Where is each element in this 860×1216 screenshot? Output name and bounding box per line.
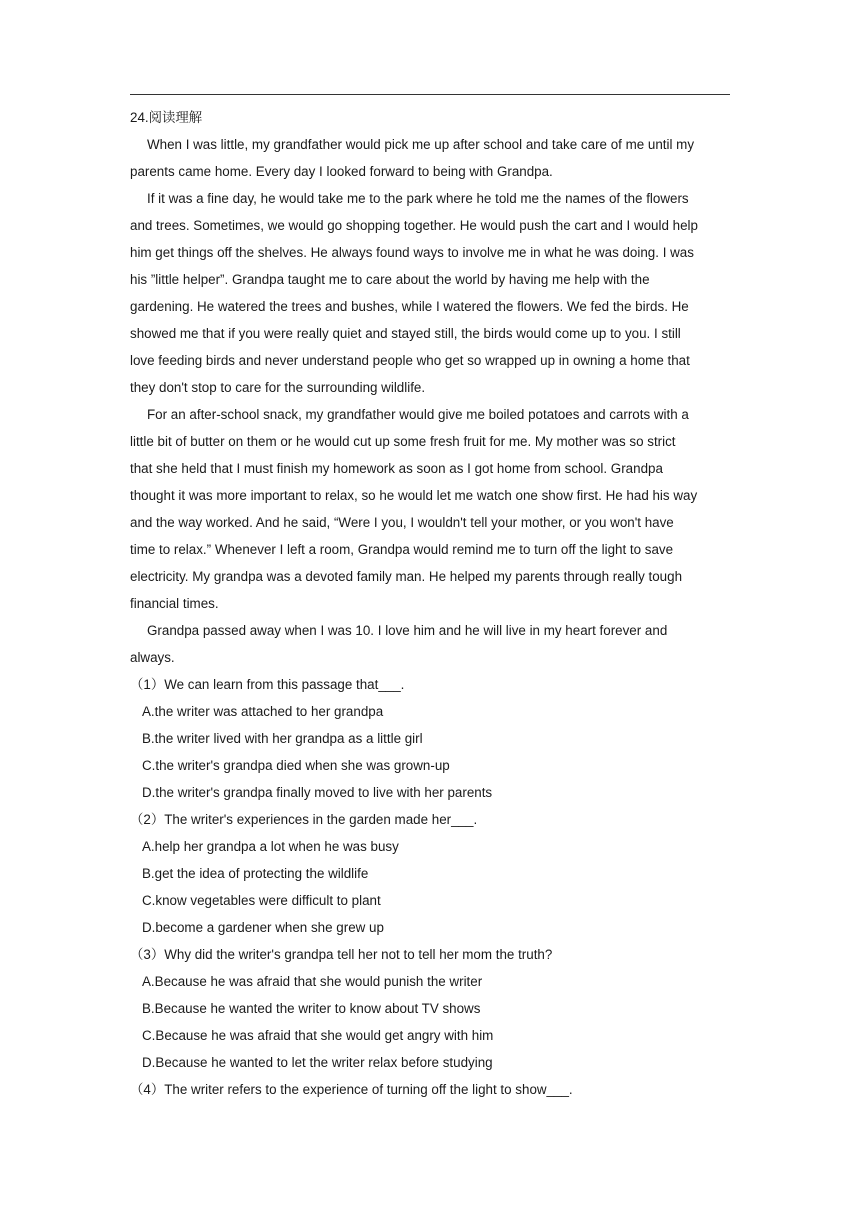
- question-stem: （2）The writer's experiences in the garden made her___.: [130, 812, 478, 827]
- passage-line: and trees. Sometimes, we would go shopping together. He would push the cart and I would help: [130, 218, 698, 233]
- passage-line: love feeding birds and never understand people who get so wrapped up in owning a home that: [130, 353, 690, 368]
- question-item: [130, 1076, 730, 1103]
- passage-line: thought it was more important to relax, so he would let me watch one show first. He had his way: [130, 488, 698, 503]
- passage-line: little bit of butter on them or he would cut up some fresh fruit for me. My mother was so strict: [130, 434, 676, 449]
- document-body: [130, 104, 730, 1103]
- answer-option: C.the writer's grandpa died when she was grown-up: [142, 758, 450, 773]
- question-stem: （1）We can learn from this passage that___.: [130, 677, 405, 692]
- passage-line: him get things off the shelves. He always found ways to involve me in what he was doing. I was: [130, 245, 694, 260]
- reading-passage: [130, 131, 730, 671]
- answer-option: C.Because he was afraid that she would get angry with him: [142, 1028, 494, 1043]
- question-stem: （4）The writer refers to the experience of turning off the light to show___.: [130, 1082, 573, 1097]
- answer-option: B.get the idea of protecting the wildlife: [142, 866, 369, 881]
- answer-option: B.the writer lived with her grandpa as a little girl: [142, 731, 423, 746]
- question-item: [130, 671, 730, 806]
- passage-line: financial times.: [130, 596, 219, 611]
- question-header: 24.阅读理解: [130, 110, 203, 125]
- answer-option: B.Because he wanted the writer to know about TV shows: [142, 1001, 481, 1016]
- passage-line: that she held that I must finish my homework as soon as I got home from school. Grandpa: [130, 461, 663, 476]
- answer-option: A.Because he was afraid that she would punish the writer: [142, 974, 483, 989]
- answer-option: A.help her grandpa a lot when he was busy: [142, 839, 399, 854]
- question-list: [130, 671, 730, 1103]
- passage-line: time to relax.” Whenever I left a room, Grandpa would remind me to turn off the light to save: [130, 542, 674, 557]
- question-item: [130, 806, 730, 941]
- passage-line: electricity. My grandpa was a devoted family man. He helped my parents through really tough: [130, 569, 683, 584]
- answer-option: C.know vegetables were difficult to plant: [142, 893, 381, 908]
- answer-option: D.Because he wanted to let the writer relax before studying: [142, 1055, 493, 1070]
- passage-line: gardening. He watered the trees and bushes, while I watered the flowers. We fed the birds. He: [130, 299, 689, 314]
- answer-option: D.the writer's grandpa finally moved to live with her parents: [142, 785, 493, 800]
- passage-line: they don't stop to care for the surrounding wildlife.: [130, 380, 426, 395]
- passage-line: parents came home. Every day I looked forward to being with Grandpa.: [130, 164, 553, 179]
- question-item: [130, 941, 730, 1076]
- passage-line: and the way worked. And he said, “Were I you, I wouldn't tell your mother, or you won't have: [130, 515, 674, 530]
- passage-line: his ”little helper”. Grandpa taught me to care about the world by having me help with the: [130, 272, 650, 287]
- question-stem: （3）Why did the writer's grandpa tell her not to tell her mom the truth?: [130, 947, 553, 962]
- answer-option: A.the writer was attached to her grandpa: [142, 704, 384, 719]
- answer-option: D.become a gardener when she grew up: [142, 920, 384, 935]
- passage-line: showed me that if you were really quiet and stayed still, the birds would come up to you. I still: [130, 326, 681, 341]
- header-divider: [130, 94, 730, 95]
- passage-line: For an after-school snack, my grandfather would give me boiled potatoes and carrots with a: [147, 407, 689, 422]
- passage-line: When I was little, my grandfather would pick me up after school and take care of me until my: [147, 137, 695, 152]
- passage-line: always.: [130, 650, 175, 665]
- passage-line: If it was a fine day, he would take me to the park where he told me the names of the flowers: [147, 191, 689, 206]
- passage-line: Grandpa passed away when I was 10. I love him and he will live in my heart forever and: [147, 623, 668, 638]
